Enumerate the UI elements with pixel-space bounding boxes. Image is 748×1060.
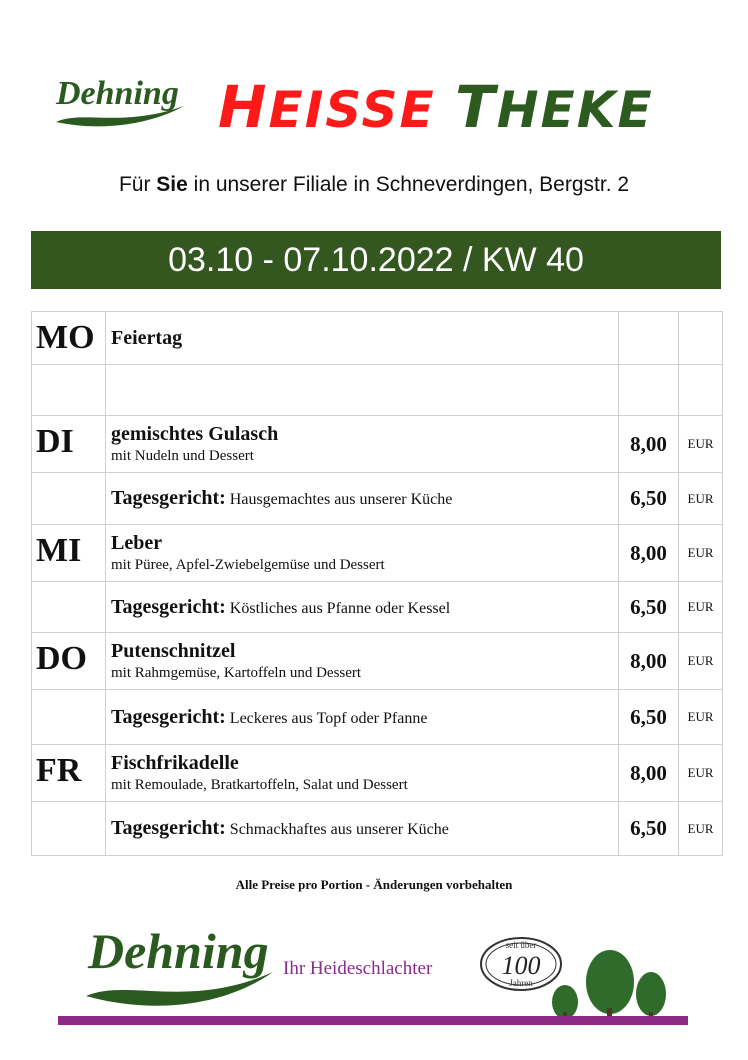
price: 6,50	[619, 582, 679, 633]
tagesgericht-text: Leckeres aus Topf oder Pfanne	[229, 709, 428, 727]
menu-table	[31, 311, 723, 856]
table-row-mi	[32, 525, 723, 582]
price: 8,00	[619, 745, 679, 802]
dish-name: Feiertag	[111, 327, 183, 349]
empty-cell	[106, 365, 619, 416]
subline-bold: Sie	[156, 173, 188, 196]
table-row-mi-tagesgericht	[32, 582, 723, 633]
tree-icon	[586, 950, 634, 1022]
dish-cell	[106, 802, 619, 856]
currency: EUR	[679, 690, 723, 745]
price: 8,00	[619, 525, 679, 582]
page-title	[218, 72, 728, 142]
currency: EUR	[679, 473, 723, 525]
dish-cell	[106, 582, 619, 633]
headline-word1-initial: H	[218, 73, 269, 141]
day-label: FR	[32, 745, 106, 802]
day-label: DO	[32, 633, 106, 690]
tagesgericht-text: Hausgemachtes aus unserer Küche	[229, 491, 453, 508]
price: 6,50	[619, 473, 679, 525]
tagesgericht-label: Tagesgericht:	[111, 487, 226, 509]
empty-cell	[32, 365, 106, 416]
dehning-logo	[52, 70, 192, 132]
empty-cell	[32, 582, 106, 633]
empty-cell	[619, 365, 679, 416]
dish-description: mit Püree, Apfel-Zwiebelgemüse und Dessert	[111, 557, 385, 573]
dish-cell	[106, 416, 619, 473]
dish-description: mit Remoulade, Bratkartoffeln, Salat und Dessert	[111, 777, 408, 793]
subline-post: in unserer Filiale in Schneverdingen, Bergstr. 2	[187, 173, 630, 196]
table-row-mo	[32, 312, 723, 365]
table-row-di-tagesgericht	[32, 473, 723, 525]
dish-cell	[106, 690, 619, 745]
dish-name: gemischtes Gulasch	[111, 423, 279, 445]
dish-name: Putenschnitzel	[111, 640, 236, 662]
price: 8,00	[619, 633, 679, 690]
footer-bar	[58, 1016, 688, 1025]
tagesgericht-label: Tagesgericht:	[111, 595, 226, 618]
store-location-line	[0, 173, 748, 197]
table-row-fr	[32, 745, 723, 802]
headline-word1-rest: EISSE	[268, 81, 436, 139]
empty-price-cell	[619, 312, 679, 365]
dish-cell	[106, 525, 619, 582]
table-row-di	[32, 416, 723, 473]
dish-cell	[106, 633, 619, 690]
empty-cell	[32, 802, 106, 856]
day-label: DI	[32, 416, 106, 473]
empty-currency-cell	[679, 312, 723, 365]
seal-top-text: seit über	[505, 940, 537, 950]
dish-cell	[106, 745, 619, 802]
currency: EUR	[679, 416, 723, 473]
price: 6,50	[619, 802, 679, 856]
table-row-fr-tagesgericht	[32, 802, 723, 856]
table-row-empty	[32, 365, 723, 416]
currency: EUR	[679, 745, 723, 802]
dehning-logo	[86, 923, 273, 1006]
currency: EUR	[679, 525, 723, 582]
empty-cell	[679, 365, 723, 416]
date-range-banner: 03.10 - 07.10.2022 / KW 40	[31, 231, 721, 289]
seal-bottom-text: Jahren	[509, 978, 533, 988]
currency: EUR	[679, 802, 723, 856]
dish-name: Leber	[111, 532, 163, 554]
price: 6,50	[619, 690, 679, 745]
logo-brand-text: Dehning	[56, 75, 179, 112]
currency: EUR	[679, 633, 723, 690]
dish-cell	[106, 473, 619, 525]
seal-number: 100	[501, 951, 541, 980]
price-footnote: Alle Preise pro Portion - Änderungen vorbehalten	[235, 877, 513, 892]
table-row-do-tagesgericht	[32, 690, 723, 745]
tagesgericht-text: Köstliches aus Pfanne oder Kessel	[229, 599, 451, 617]
day-label: MO	[32, 312, 106, 365]
seal-badge	[481, 938, 561, 990]
headline-word2-initial: T	[455, 73, 497, 141]
dish-cell	[106, 312, 619, 365]
dish-description: mit Nudeln und Dessert	[111, 448, 254, 464]
day-label: MI	[32, 525, 106, 582]
footer-brand-text: Dehning	[88, 923, 269, 979]
subline-pre: Für	[118, 173, 157, 196]
tagesgericht-label: Tagesgericht:	[111, 817, 226, 839]
currency: EUR	[679, 582, 723, 633]
table-row-do	[32, 633, 723, 690]
dish-name: Fischfrikadelle	[111, 752, 239, 774]
tree-icon	[636, 972, 666, 1022]
tagline: Ihr Heideschlachter	[283, 958, 433, 979]
empty-cell	[32, 473, 106, 525]
empty-cell	[32, 690, 106, 745]
dish-description: mit Rahmgemüse, Kartoffeln und Dessert	[111, 665, 362, 681]
tagesgericht-text: Schmackhaftes aus unserer Küche	[229, 821, 449, 838]
tagesgericht-label: Tagesgericht:	[111, 705, 226, 728]
price: 8,00	[619, 416, 679, 473]
headline-word2-rest: HEKE	[496, 81, 654, 139]
